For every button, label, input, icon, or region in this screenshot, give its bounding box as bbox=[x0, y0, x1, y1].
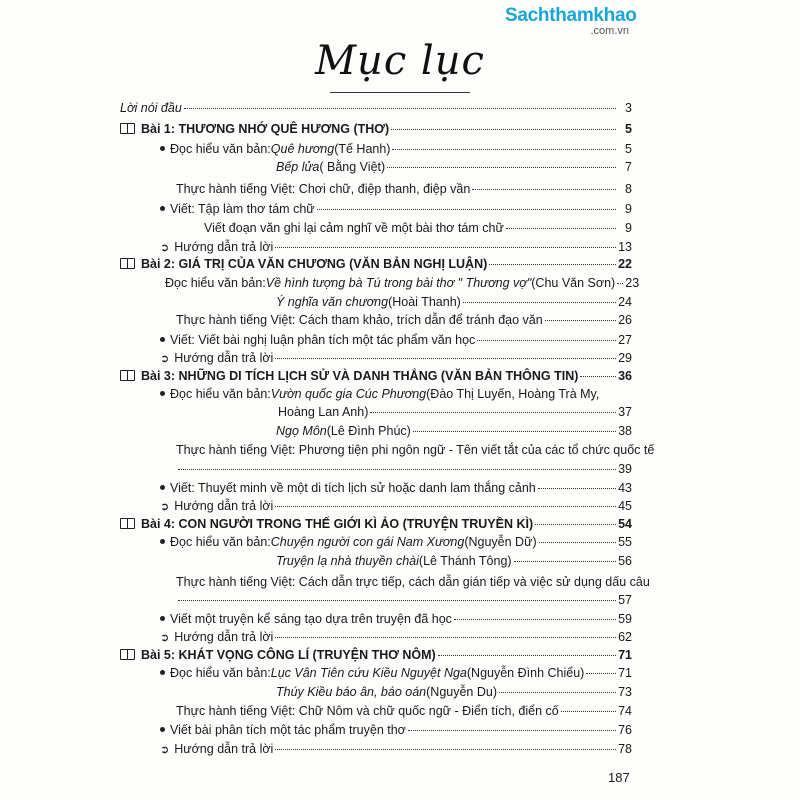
entry-text: Hướng dẫn trả lời bbox=[174, 630, 274, 644]
entry-page: 59 bbox=[618, 612, 632, 626]
toc-entry[interactable] bbox=[160, 723, 632, 741]
entry-title: Truyện lạ nhà thuyền chài bbox=[276, 554, 419, 568]
bullet-icon bbox=[160, 391, 165, 396]
toc-chapter-1[interactable] bbox=[120, 122, 632, 140]
entry-page: 27 bbox=[618, 333, 632, 347]
book-icon bbox=[120, 518, 135, 529]
entry-title: Vườn quốc gia Cúc Phương bbox=[270, 387, 427, 401]
entry-author: (Đào Thị Luyến, Hoàng Trà My, bbox=[426, 387, 600, 401]
toc-entry[interactable] bbox=[176, 575, 650, 593]
entry-author: (Nguyễn Đình Chiểu) bbox=[466, 666, 585, 680]
entry-page: 24 bbox=[618, 295, 632, 309]
title-underline bbox=[330, 92, 470, 93]
entry-author: (Nguyễn Dữ) bbox=[464, 535, 537, 549]
entry-page: 7 bbox=[625, 160, 632, 174]
entry-page: 37 bbox=[618, 405, 632, 419]
entry-text: Thực hành tiếng Việt: Cách tham khảo, trích dẫn để tránh đạo văn bbox=[176, 313, 543, 327]
entry-page: 3 bbox=[625, 101, 632, 115]
entry-page: 38 bbox=[618, 424, 632, 438]
toc-entry[interactable] bbox=[160, 481, 632, 499]
entry-page: 57 bbox=[618, 593, 632, 607]
entry-author: (Tế Hanh) bbox=[334, 142, 391, 156]
toc-entry[interactable] bbox=[176, 182, 632, 200]
logo-brand: Sachthamkhao bbox=[505, 5, 637, 26]
bullet-icon bbox=[160, 337, 165, 342]
entry-text: Đọc hiểu văn bản: bbox=[170, 666, 271, 680]
toc-entry[interactable] bbox=[176, 443, 655, 461]
entry-text: Viết: Thuyết minh về một di tích lịch sử hoặc danh lam thắng cảnh bbox=[170, 481, 536, 495]
entry-title: Lục Vân Tiên cứu Kiều Nguyệt Nga bbox=[270, 666, 467, 680]
toc-entry[interactable] bbox=[176, 313, 632, 331]
entry-title: Bếp lửa bbox=[276, 160, 320, 174]
toc-entry[interactable] bbox=[160, 612, 632, 630]
book-icon bbox=[120, 258, 135, 269]
toc-chapter-3[interactable] bbox=[120, 369, 632, 387]
book-icon bbox=[120, 649, 135, 660]
entry-text: Bài 3: NHỮNG DI TÍCH LỊCH SỬ VÀ DANH THẮNG (VĂN BẢN THÔNG TIN) bbox=[141, 369, 579, 383]
arrow-icon: ➲ bbox=[160, 353, 170, 365]
entry-text: Đọc hiểu văn bản: bbox=[170, 535, 271, 549]
entry-title: Ngọ Môn bbox=[276, 424, 327, 438]
entry-text: Đọc hiểu văn bản: bbox=[165, 276, 266, 290]
book-icon bbox=[120, 123, 135, 134]
entry-page: 78 bbox=[618, 742, 632, 756]
arrow-icon: ➲ bbox=[160, 744, 170, 756]
toc-entry-continued[interactable] bbox=[176, 593, 632, 611]
entry-text: Thực hành tiếng Việt: Chơi chữ, điệp thanh, điệp vần bbox=[176, 182, 471, 196]
toc-entry[interactable] bbox=[160, 142, 632, 160]
entry-text: Thực hành tiếng Việt: Phương tiện phi ngôn ngữ - Tên viết tắt của các tổ chức quốc tế bbox=[176, 443, 655, 457]
entry-text: Bài 2: GIÁ TRỊ CỦA VĂN CHƯƠNG (VĂN BẢN NGHỊ LUẬN) bbox=[141, 257, 488, 271]
entry-page: 29 bbox=[618, 351, 632, 365]
entry-text: Bài 5: KHÁT VỌNG CÔNG LÍ (TRUYỆN THƠ NÔM) bbox=[141, 648, 436, 662]
entry-page: 73 bbox=[618, 685, 632, 699]
site-logo bbox=[505, 5, 637, 37]
entry-page: 23 bbox=[625, 276, 640, 290]
page-number: 187 bbox=[608, 770, 630, 785]
entry-page: 71 bbox=[618, 648, 632, 662]
toc-entry[interactable] bbox=[160, 387, 632, 405]
toc-entry[interactable] bbox=[276, 685, 632, 703]
bullet-icon bbox=[160, 670, 165, 675]
toc-chapter-4[interactable] bbox=[120, 517, 632, 535]
entry-author: ( Bằng Việt) bbox=[319, 160, 386, 174]
toc-entry[interactable] bbox=[276, 160, 632, 178]
entry-text: Đọc hiểu văn bản: bbox=[170, 387, 271, 401]
toc-entry-answers[interactable] bbox=[160, 499, 632, 517]
entry-author: (Lê Thánh Tông) bbox=[418, 554, 512, 568]
bullet-icon bbox=[160, 146, 165, 151]
entry-author: (Hoài Thanh) bbox=[388, 295, 461, 309]
entry-text: Viết đoạn văn ghi lại cảm nghĩ về một bài thơ tám chữ bbox=[204, 221, 504, 235]
arrow-icon: ➲ bbox=[160, 632, 170, 644]
toc-entry[interactable] bbox=[160, 276, 640, 294]
entry-author: (Lê Đình Phúc) bbox=[326, 424, 411, 438]
entry-text: Bài 4: CON NGƯỜI TRONG THẾ GIỚI KÌ ẢO (TRUYỆN TRUYỀN KÌ) bbox=[141, 517, 534, 531]
entry-page: 43 bbox=[618, 481, 632, 495]
toc-entry[interactable] bbox=[276, 424, 632, 442]
entry-page: 71 bbox=[618, 666, 632, 680]
entry-page: 45 bbox=[618, 499, 632, 513]
entry-text: Viết một truyện kể sáng tạo dựa trên truyện đã học bbox=[170, 612, 452, 626]
bullet-icon bbox=[160, 727, 165, 732]
entry-page: 74 bbox=[618, 704, 632, 718]
toc-entry[interactable] bbox=[276, 295, 632, 313]
entry-text: Hướng dẫn trả lời bbox=[174, 351, 274, 365]
entry-text: Hướng dẫn trả lời bbox=[174, 742, 274, 756]
toc-entry[interactable] bbox=[278, 405, 632, 423]
entry-page: 76 bbox=[618, 723, 632, 737]
toc-entry[interactable] bbox=[204, 221, 632, 239]
entry-title: Thúy Kiều báo ân, báo oán bbox=[276, 685, 427, 699]
arrow-icon: ➲ bbox=[160, 242, 170, 254]
entry-author: (Nguyễn Du) bbox=[426, 685, 497, 699]
toc-entry[interactable] bbox=[160, 202, 632, 220]
entry-title: Quê hương bbox=[270, 142, 335, 156]
entry-page: 5 bbox=[625, 122, 632, 136]
entry-page: 8 bbox=[625, 182, 632, 196]
entry-page: 26 bbox=[618, 313, 632, 327]
book-icon bbox=[120, 370, 135, 381]
toc-entry-answers[interactable] bbox=[160, 630, 632, 648]
entry-text: Viết: Viết bài nghị luận phân tích một tác phẩm văn học bbox=[170, 333, 476, 347]
entry-page: 5 bbox=[625, 142, 632, 156]
page-title: Mục lục bbox=[315, 38, 485, 84]
entry-author: (Chu Văn Sơn) bbox=[531, 276, 616, 290]
entry-text: Thực hành tiếng Việt: Chữ Nôm và chữ quốc ngữ - Điển tích, điển cố bbox=[176, 704, 559, 718]
entry-page: 9 bbox=[625, 221, 632, 235]
entry-text: Lời nói đầu bbox=[120, 101, 182, 115]
entry-text: Bài 1: THƯƠNG NHỚ QUÊ HƯƠNG (THƠ) bbox=[141, 122, 390, 136]
arrow-icon: ➲ bbox=[160, 501, 170, 513]
toc-entry-foreword[interactable] bbox=[120, 101, 632, 119]
entry-text: Viết: Tập làm thơ tám chữ bbox=[170, 202, 315, 216]
toc-entry-continued[interactable] bbox=[176, 462, 632, 480]
toc-entry[interactable] bbox=[276, 554, 632, 572]
entry-page: 55 bbox=[618, 535, 632, 549]
logo-domain: .com.vn bbox=[590, 25, 629, 37]
toc-entry[interactable] bbox=[160, 333, 632, 351]
entry-page: 54 bbox=[618, 517, 632, 531]
entry-text: Đọc hiểu văn bản: bbox=[170, 142, 271, 156]
toc-entry-answers[interactable] bbox=[160, 351, 632, 369]
entry-page: 56 bbox=[618, 554, 632, 568]
toc-chapter-2[interactable] bbox=[120, 257, 632, 275]
toc-entry-answers[interactable] bbox=[160, 240, 632, 258]
bullet-icon bbox=[160, 616, 165, 621]
toc-entry-answers[interactable] bbox=[160, 742, 632, 760]
toc-entry[interactable] bbox=[160, 666, 632, 684]
entry-page: 13 bbox=[618, 240, 632, 254]
toc-entry[interactable] bbox=[176, 704, 632, 722]
toc-chapter-5[interactable] bbox=[120, 648, 632, 666]
entry-title: Chuyện người con gái Nam Xương bbox=[270, 535, 465, 549]
entry-page: 22 bbox=[618, 257, 632, 271]
toc-entry[interactable] bbox=[160, 535, 632, 553]
entry-text: Viết bài phân tích một tác phẩm truyện thơ bbox=[170, 723, 406, 737]
entry-text: Thực hành tiếng Việt: Cách dẫn trực tiếp, cách dẫn gián tiếp và việc sử dụng dấu câu bbox=[176, 575, 650, 589]
bullet-icon bbox=[160, 539, 165, 544]
entry-text: Hướng dẫn trả lời bbox=[174, 499, 274, 513]
entry-title: Về hình tượng bà Tú trong bài thơ " Thương vợ" bbox=[265, 276, 532, 290]
entry-page: 62 bbox=[618, 630, 632, 644]
entry-text: Hoàng Lan Anh) bbox=[278, 405, 369, 419]
entry-page: 9 bbox=[625, 202, 632, 216]
bullet-icon bbox=[160, 206, 165, 211]
entry-title: Ý nghĩa văn chương bbox=[276, 295, 389, 309]
entry-text: Hướng dẫn trả lời bbox=[174, 240, 274, 254]
entry-page: 36 bbox=[618, 369, 632, 383]
bullet-icon bbox=[160, 485, 165, 490]
entry-page: 39 bbox=[618, 462, 632, 476]
